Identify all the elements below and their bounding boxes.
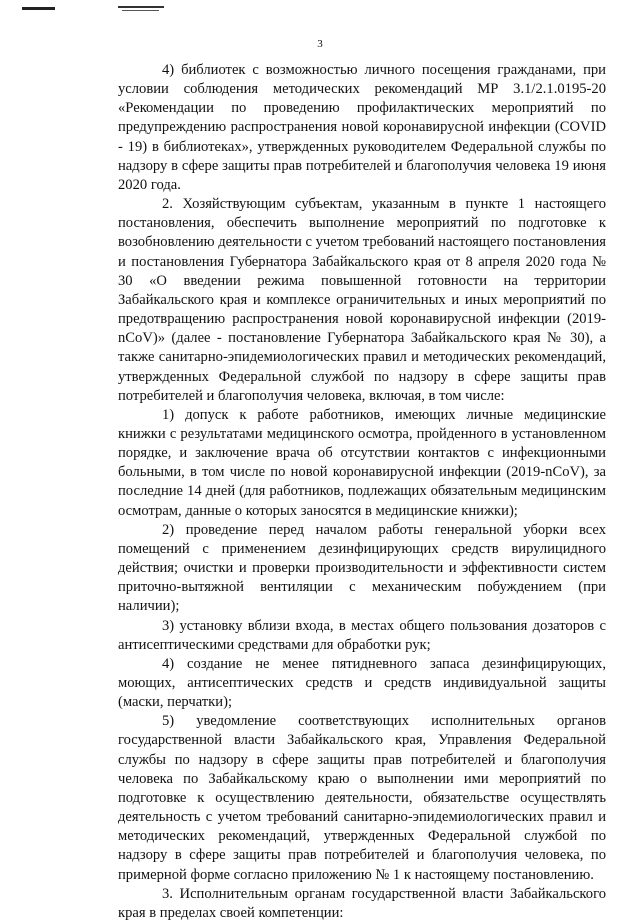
paragraph-libraries: 4) библиотек с возможностью личного посещения гражданами, при условии соблюдения методических рекомендаций МР 3.1/2.1.0195-20 «Рекомендации по проведению профилактических мероприятий по предупреждению распространения новой коронавирусной инфекции (COVID - 19) в библиотеках», утвержденных руководителем Федеральной службы по надзору в сфере защиты прав потребителей и благополучия человека 19 июня 2020 года. <box>118 62 606 193</box>
paragraph-subitem-3: 3) установку вблизи входа, в местах общего пользования дозаторов с антисептическими средствами для обработки рук; <box>118 617 606 653</box>
page-number: 3 <box>317 38 323 50</box>
paragraph-item-3: 3. Исполнительным органам государственной власти Забайкальского края в пределах своей компетенции: <box>118 885 606 921</box>
scan-mark-left <box>22 7 55 10</box>
scan-mark-right-bottom <box>122 10 159 11</box>
paragraph-item-2: 2. Хозяйствующим субъектам, указанным в пункте 1 настоящего постановления, обеспечить выполнение мероприятий по подготовке к возобновлению деятельности с учетом требований настоящего постановления и постановления Губернатора Забайкальского края от 8 апреля 2020 года № 30 «О введении режима повышенной готовности на территории Забайкальского края и комплексе ограничительных и иных мероприятий по предотвращению распространения новой коронавирусной инфекции (2019-nCoV)» (далее - постановление Губернатора Забайкальского края № 30), а также санитарно-эпидемиологических правил и методических рекомендаций, утвержденных Федеральной службой по надзору в сфере защиты прав потребителей и благополучия человека, включая, в том числе: <box>118 196 606 404</box>
paragraph-subitem-2: 2) проведение перед началом работы генеральной уборки всех помещений с применением дезинфицирующих средств вирулицидного действия; очистки и проверки производительности и эффективности систем приточно-вытяжной вентиляции с механическим побуждением (при наличии); <box>118 521 606 615</box>
paragraph-subitem-5: 5) уведомление соответствующих исполнительных органов государственной власти Забайкальского края, Управления Федеральной службы по надзору в сфере защиты прав потребителей и благополучия человека по Забайкальскому краю о выполнении ими мероприятий по подготовке к осуществлению деятельности, обязательстве осуществлять деятельность с учетом требований санитарно-эпидемиологических правил и методических рекомендаций, утвержденных Федеральной службой по надзору в сфере защиты прав потребителей и благополучия человека, по примерной форме согласно приложению № 1 к настоящему постановлению. <box>118 713 606 883</box>
paragraph-subitem-4: 4) создание не менее пятидневного запаса дезинфицирующих, моющих, антисептических средств и средств индивидуальной защиты (маски, перчатки); <box>118 655 606 711</box>
scan-mark-right-top <box>118 6 164 8</box>
paragraph-subitem-1: 1) допуск к работе работников, имеющих личные медицинские книжки с результатами медицинского осмотра, пройденного в установленном порядке, и заключение врача об отсутствии контактов с инфекционными больными, в том числе по новой коронавирусной инфекции (2019-nCoV), за последние 14 дней (для работников, подлежащих обязательным медицинским осмотрам, данные о которых заносятся в медицинские книжки); <box>118 406 606 519</box>
document-body <box>118 61 606 923</box>
